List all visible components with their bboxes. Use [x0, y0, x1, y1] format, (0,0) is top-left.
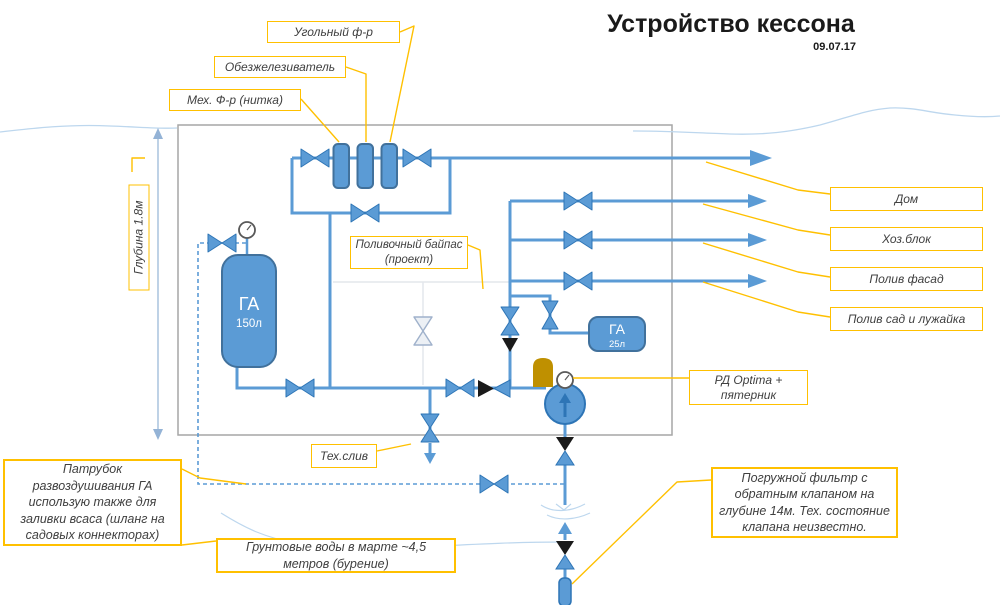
- arrow-well-up: [558, 522, 572, 534]
- leader-groundwater: [182, 541, 216, 545]
- leader-depth: [132, 158, 145, 172]
- leader-garden: [703, 282, 830, 317]
- iron-remover-vessel: [358, 144, 374, 188]
- leader-submersible: [572, 480, 711, 584]
- carbon-filter-vessel: [382, 144, 398, 188]
- filter-vessels: [334, 144, 398, 188]
- arrow-drain-down: [424, 453, 436, 464]
- irrigation-bypass-label: Поливочный байпас (проект): [350, 236, 468, 269]
- page-title: Устройство кессона: [607, 10, 855, 38]
- arrow-to-house: [750, 150, 772, 166]
- air-release-note: Патрубок развоздушивания ГА использую также для заливки всаса (шланг на садовых коннекторах): [3, 459, 182, 546]
- pressure-switch-label: РД Optima + пятерник: [689, 370, 808, 405]
- leader-tech-drain: [377, 444, 411, 451]
- leader-house: [706, 162, 830, 194]
- ground-line-right: [633, 108, 1000, 134]
- ga-150-name: ГА: [238, 294, 260, 314]
- pump: [545, 384, 585, 424]
- garden-watering-label: Полив сад и лужайка: [830, 307, 983, 331]
- page-date: 09.07.17: [813, 41, 856, 53]
- ground-line-left: [0, 125, 177, 132]
- ga-150-tank: [222, 255, 276, 367]
- house-label: Дом: [830, 187, 983, 211]
- arrow-branch-2: [748, 233, 767, 247]
- submersible-filter-note: Погружной фильтр с обратным клапаном на глубине 14м. Тех. состояние клапана неизвестно.: [711, 467, 898, 538]
- depth-label: Глубина 1.8м: [129, 185, 150, 291]
- tech-drain-label: Тех.слив: [311, 444, 377, 468]
- leader-facade: [703, 243, 830, 277]
- facade-watering-label: Полив фасад: [830, 267, 983, 291]
- depth-dimension-line: [153, 128, 163, 440]
- iron-remover-label: Обезжелезиватель: [214, 56, 346, 78]
- arrow-branch-1: [748, 194, 767, 208]
- mech-filter-label: Мех. Ф-р (нитка): [169, 89, 301, 111]
- ga-25-capacity: 25л: [608, 339, 626, 350]
- ga-25-tank: [589, 317, 645, 351]
- ga-25-name: ГА: [609, 321, 625, 337]
- submersible-filter: [559, 578, 571, 605]
- well-water-waves: [541, 504, 590, 519]
- pressure-switch-rd: [533, 358, 553, 387]
- valve-air-release-bottom: [480, 475, 508, 493]
- groundwater-note: Грунтовые воды в марте ~4,5 метров (бурение): [216, 538, 456, 573]
- check-valve-below-pump: [556, 437, 574, 465]
- pump-pressure-gauge: [557, 372, 573, 388]
- mech-filter-vessel: [334, 144, 350, 188]
- carbon-filter-label: Угольный ф-р: [267, 21, 400, 43]
- ga-pressure-gauge: [239, 222, 255, 238]
- leader-utility: [703, 204, 830, 235]
- leader-air-release: [182, 469, 246, 484]
- ga-150-capacity: 150л: [236, 318, 262, 330]
- arrow-branch-3: [748, 274, 767, 288]
- check-valve-well: [556, 541, 574, 569]
- utility-block-label: Хоз.блок: [830, 227, 983, 251]
